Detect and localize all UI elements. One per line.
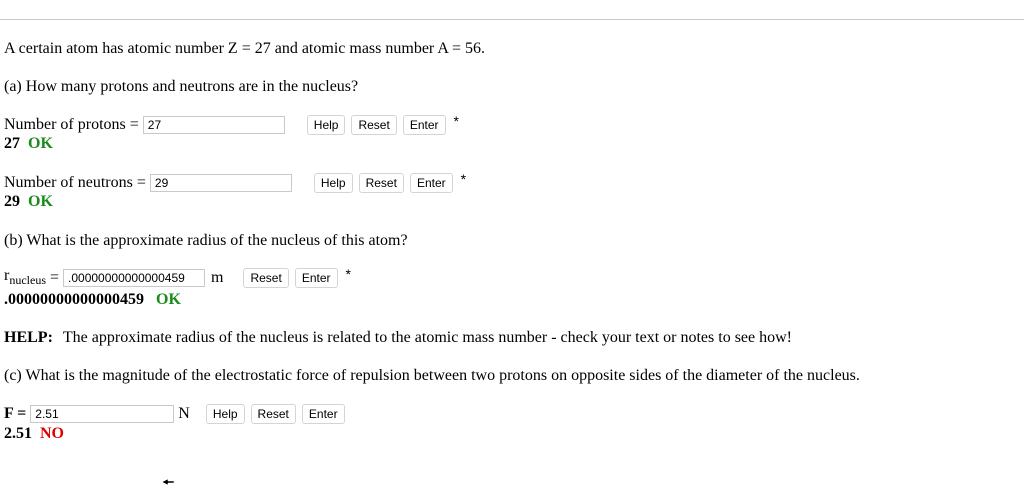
protons-result — [4, 134, 53, 154]
protons-label: Number of protons = — [4, 116, 139, 133]
neutrons-row — [4, 172, 466, 194]
neutrons-reset-button[interactable]: Reset — [359, 173, 404, 193]
question-a: (a) How many protons and neutrons are in the nucleus? — [4, 78, 359, 95]
neutrons-label: Number of neutrons = — [4, 174, 146, 191]
radius-result — [4, 290, 181, 310]
radius-required-mark: * — [345, 266, 351, 282]
radius-status: OK — [156, 291, 181, 308]
force-enter-button[interactable]: Enter — [302, 404, 345, 424]
question-b: (b) What is the approximate radius of the nucleus of this atom? — [4, 232, 408, 249]
radius-unit: m — [211, 269, 224, 286]
protons-status: OK — [28, 135, 53, 152]
force-status: NO — [40, 425, 64, 442]
neutrons-result-value: 29 — [4, 193, 20, 210]
radius-result-value: .00000000000000459 — [4, 291, 144, 308]
radius-input[interactable] — [63, 269, 205, 287]
radius-label-subscript: nucleus — [9, 273, 46, 288]
force-result — [4, 424, 64, 444]
force-input[interactable] — [30, 405, 174, 423]
protons-row — [4, 114, 459, 136]
neutrons-required-mark: * — [460, 171, 467, 187]
question-c: (c) What is the magnitude of the electrostatic force of repulsion between two protons on opposite sides of the diameter of the nucleus. — [4, 367, 860, 384]
radius-row — [4, 267, 351, 289]
force-unit: N — [178, 405, 190, 422]
mouse-pointer-icon — [160, 478, 176, 487]
force-help-button[interactable]: Help — [206, 404, 245, 424]
neutrons-help-button[interactable]: Help — [314, 173, 353, 193]
neutrons-result — [4, 192, 53, 212]
protons-result-value: 27 — [4, 135, 20, 152]
radius-label — [4, 267, 46, 288]
protons-required-mark: * — [453, 113, 459, 129]
intro-text: A certain atom has atomic number Z = 27 and atomic mass number A = 56. — [4, 40, 486, 57]
radius-equals: = — [49, 269, 60, 286]
radius-label-main: r — [4, 267, 10, 285]
radius-enter-button[interactable]: Enter — [295, 268, 338, 288]
protons-input[interactable] — [143, 116, 285, 134]
protons-help-button[interactable]: Help — [307, 115, 346, 135]
radius-reset-button[interactable]: Reset — [243, 268, 288, 288]
help-message-label: HELP: — [4, 329, 53, 346]
neutrons-enter-button[interactable]: Enter — [410, 173, 453, 193]
force-reset-button[interactable]: Reset — [251, 404, 296, 424]
help-message — [4, 328, 792, 348]
neutrons-status: OK — [28, 193, 53, 210]
force-label: F = — [4, 405, 27, 422]
protons-enter-button[interactable]: Enter — [403, 115, 446, 135]
help-message-text: The approximate radius of the nucleus is related to the atomic mass number - check your text or notes to see how! — [62, 329, 792, 346]
protons-reset-button[interactable]: Reset — [351, 115, 396, 135]
top-divider — [0, 19, 1024, 20]
force-result-value: 2.51 — [4, 425, 32, 442]
force-row — [4, 403, 351, 425]
neutrons-input[interactable] — [150, 174, 292, 192]
